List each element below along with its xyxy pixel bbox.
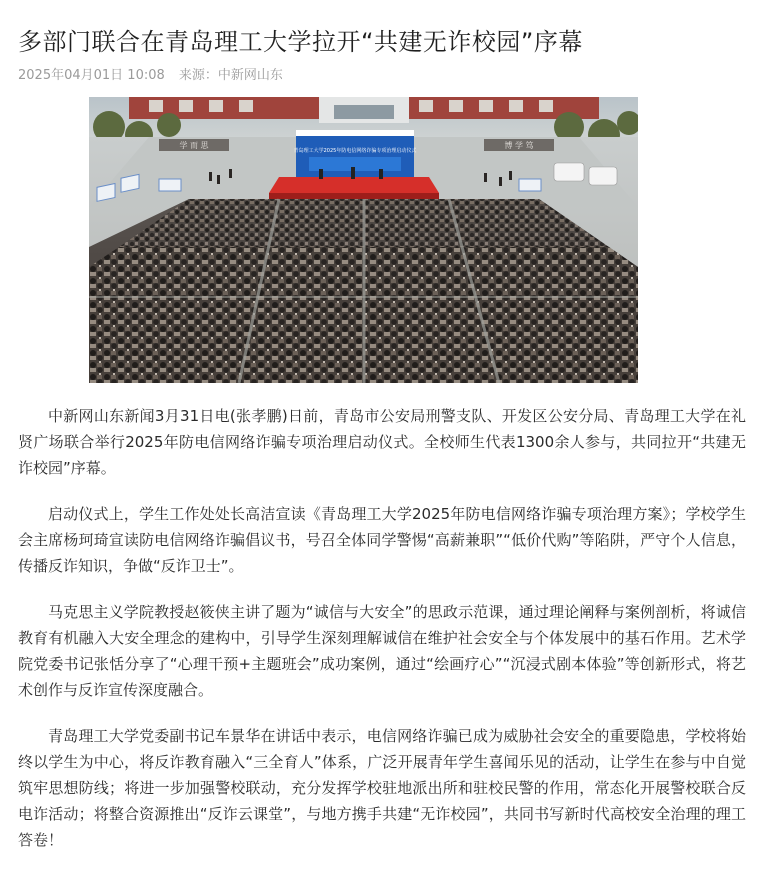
paragraph: 中新网山东新闻3月31日电(张孝鹏)日前，青岛市公安局刑警支队、开发区公安分局、青岛理工大学在礼贤广场联合举行2025年防电信网络诈骗专项治理启动仪式。全校师生代表1300余人参与，共同拉开“共建无诈校园”序幕。 [18, 407, 746, 477]
article-header [18, 0, 746, 85]
left-sign-text: 学 而 思 [179, 141, 209, 150]
article-body [18, 403, 746, 873]
article-meta [18, 67, 746, 85]
event-photo-illustration [89, 97, 638, 383]
article-source: 来源：中新网山东 [178, 68, 283, 83]
paragraph: 马克思主义学院教授赵筱侠主讲了题为“诚信与大安全”的思政示范课，通过理论阐释与案例剖析，将诚信教育有机融入大安全理念的建构中，引导学生深刻理解诚信在维护社会安全与个体发展中的基石作用。艺术学院党委书记张恬分享了“心理干预+主题班会”成功案例，通过“绘画疗心”“沉浸式剧本体验”等创新形式，将艺术创作与反诈宣传深度融合。 [18, 603, 746, 699]
paragraph: 启动仪式上，学生工作处处长高洁宣读《青岛理工大学2025年防电信网络诈骗专项治理方案》；学校学生会主席杨珂琦宣读防电信网络诈骗倡议书，号召全体同学警惕“高薪兼职”“低价代购”等陷阱，严守个人信息，传播反诈知识，争做“反诈卫士”。 [18, 505, 746, 575]
event-photo [89, 97, 638, 383]
article-title: 多部门联合在青岛理工大学拉开“共建无诈校园”序幕 [18, 28, 583, 56]
publish-date: 2025年04月01日 10:08 [18, 68, 165, 83]
paragraph: 青岛理工大学党委副书记车景华在讲话中表示，电信网络诈骗已成为威胁社会安全的重要隐患，学校将始终以学生为中心，将反诈教育融入“三全育人”体系，广泛开展青年学生喜闻乐见的活动，让学生在参与中自觉筑牢思想防线；将进一步加强警校联动，充分发挥学校驻地派出所和驻校民警的作用，常态化开展警校联合反电诈活动；将整合资源推出“反诈云课堂”，与地方携手共建“无诈校园”，共同书写新时代高校安全治理的理工答卷！ [18, 727, 746, 849]
stage-banner-text: 青岛理工大学2025年防电信网络诈骗专项治理启动仪式 [293, 148, 417, 154]
right-sign-text: 博 学 笃 [504, 141, 534, 150]
